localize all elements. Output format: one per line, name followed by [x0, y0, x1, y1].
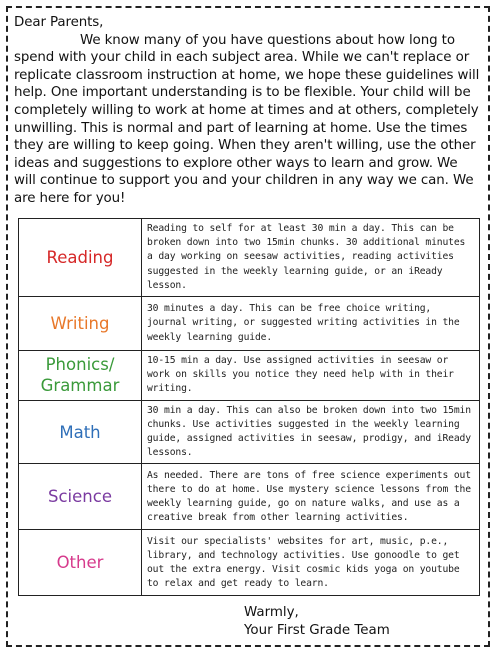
letter-body: We know many of you have questions about how long to spend with your child in each subject area. While we can't replace or replicate classroom instruction at home, we hope these guidelines will help. One important understanding is to be flexible. Your child will be completely willing to work at home at times and at others, completely unwilling. This is normal and part of learning at home. Use the times they are willing to keep going. When they aren't willing, use the other ideas and suggestions to explore other ways to learn and grow. We will continue to support you and your children in any way we can. We are here for you!: [14, 32, 480, 206]
subject-name: Reading: [46, 248, 114, 267]
subject-cell: [19, 219, 142, 297]
greeting: Dear Parents,: [14, 15, 104, 30]
subject-cell: [19, 351, 142, 401]
closing-salutation: Warmly,: [244, 605, 299, 620]
description-cell: 30 minutes a day. This can be free choice writing, journal writing, or suggested writing activities in the weekly learning guide.: [142, 297, 480, 351]
description-cell: 10-15 min a day. Use assigned activities in seesaw or work on skills you notice they need help with in their writing.: [142, 351, 480, 401]
letter-intro: [14, 14, 482, 208]
subject-cell: [19, 400, 142, 464]
table-row: [19, 464, 480, 530]
subject-cell: [19, 464, 142, 530]
table-row: [19, 351, 480, 401]
subject-name: Writing: [50, 314, 110, 334]
subject-cell: [19, 530, 142, 596]
subject-guidelines-table: [18, 218, 480, 596]
subject-name: Math: [59, 422, 101, 442]
table-row: [19, 297, 480, 351]
subject-name: Science: [48, 487, 112, 507]
description-cell: 30 min a day. This can also be broken down into two 15min chunks. Use activities suggested in the weekly learning guide, assigned activities in seesaw, prodigy, and iReady lessons.: [142, 400, 480, 464]
subject-name-line2: Grammar: [40, 376, 120, 396]
table-row: [19, 219, 480, 297]
subject-name: Other: [56, 553, 104, 573]
description-cell: As needed. There are tons of free science experiments out there to do at home. Use mystery science lessons from the weekly learning guide, go on nature walks, and use as a creative break from other learning activities.: [142, 464, 480, 530]
table-row: [19, 530, 480, 596]
table-row: [19, 400, 480, 464]
description-cell: Visit our specialists' websites for art, music, p.e., library, and technology activities. Use gonoodle to get out the extra energy. Visit cosmic kids yoga on youtube to relax and get ready to learn.: [142, 530, 480, 596]
signature-name: Your First Grade Team: [244, 623, 390, 638]
subject-name: Phonics/: [45, 355, 115, 375]
description-cell: Reading to self for at least 30 min a day. This can be broken down into two 15min chunks. 30 additional minutes a day working on seesaw activities, reading activities suggested in the weekly learning guide, or an iReady lesson.: [142, 219, 480, 297]
subject-cell: [19, 297, 142, 351]
closing-signature: [244, 604, 390, 640]
